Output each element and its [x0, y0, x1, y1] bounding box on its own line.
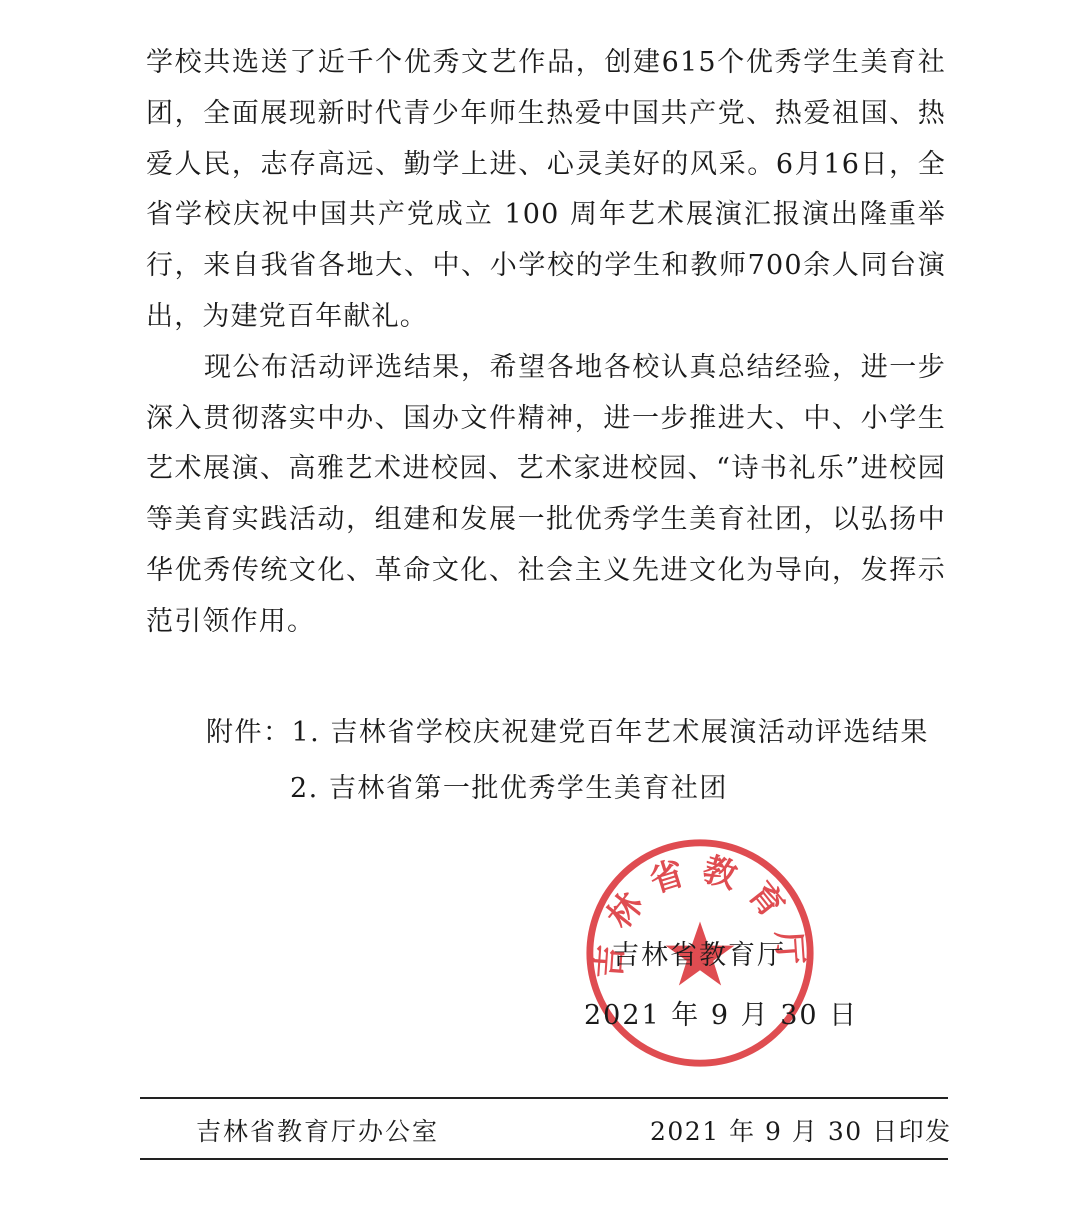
- attachments-list: [206, 705, 929, 817]
- document-body: [146, 38, 946, 648]
- footer-top-rule: [140, 1097, 948, 1099]
- footer-bottom-rule: [140, 1158, 948, 1160]
- attachment-item-2: 2. 吉林省第一批优秀学生美育社团: [290, 773, 728, 804]
- paragraph-2: 现公布活动评选结果，希望各地各校认真总结经验，进一步深入贯彻落实中办、国办文件精神，进一步推进大、中、小学生艺术展演、高雅艺术进校园、艺术家进校园、“诗书礼乐”进校园等美育实践活动，组建和发展一批优秀学生美育社团，以弘扬中华优秀传统文化、革命文化、社会主义先进文化为导向，发挥示范引领作用。: [146, 351, 946, 637]
- svg-text:吉林省教育厅: 吉林省教育厅: [589, 849, 811, 980]
- footer-issuer: 吉林省教育厅办公室: [196, 1117, 440, 1146]
- paragraph-1: 学校共选送了近千个优秀文艺作品，创建615个优秀学生美育社团，全面展现新时代青少年师生热爱中国共产党、热爱祖国、热爱人民，志存高远、勤学上进、心灵美好的风采。6月16日，全省学校庆祝中国共产党成立 100 周年艺术展演汇报演出隆重举行，来自我省各地大、中、小学校的学生和教师700余人同台演出，为建党百年献礼。: [146, 47, 946, 332]
- signature-date: 2021 年 9 月 30 日: [584, 1000, 859, 1031]
- footer-print-date: 2021 年 9 月 30 日印发: [650, 1117, 952, 1146]
- attachment-item-1: 附件：1. 吉林省学校庆祝建党百年艺术展演活动评选结果: [206, 717, 929, 748]
- signature-organization: 吉林省教育厅: [612, 940, 786, 971]
